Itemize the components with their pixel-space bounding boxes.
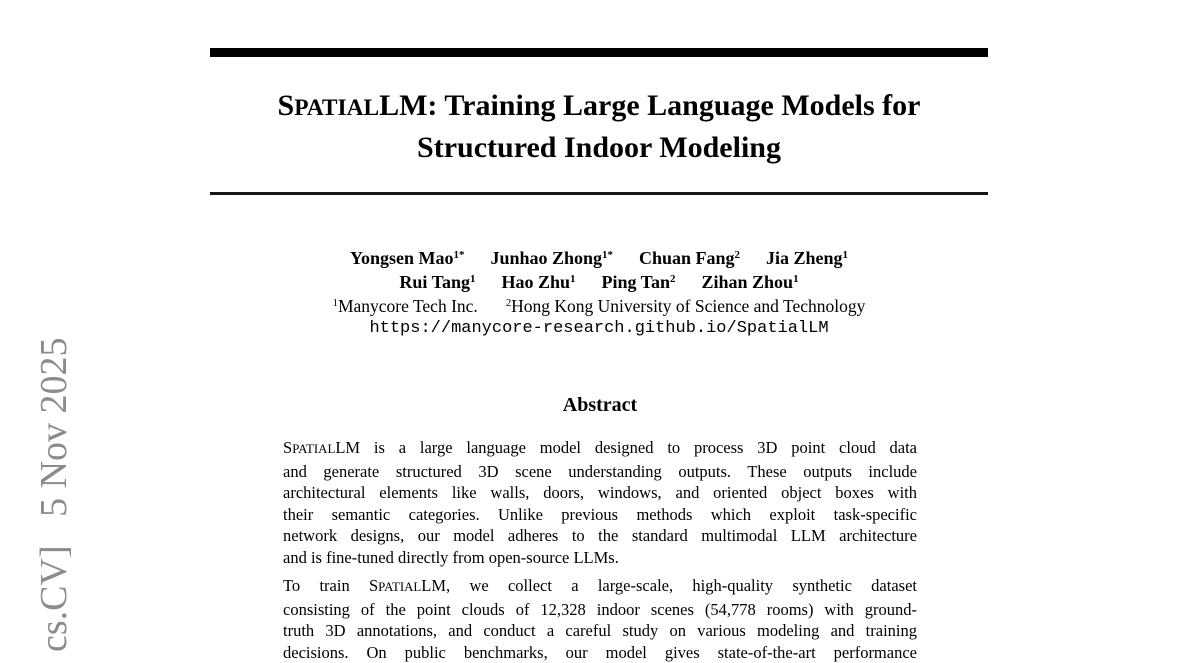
spatiallm-wordmark: SPATIALLM: [283, 438, 360, 457]
abstract-heading: Abstract: [283, 393, 917, 417]
author-name: Chuan Fang$^2$: [639, 246, 740, 270]
affiliation-list: [210, 295, 988, 318]
author-name: Ping Tan$^2$: [601, 270, 675, 294]
author-name: Yongsen Mao$^{1*}$: [350, 246, 464, 270]
affiliation-superscript: 2: [506, 297, 511, 309]
author-name: Rui Tang$^1$: [399, 270, 475, 294]
affiliation-item: $^2$Hong Kong University of Science and Technology: [506, 295, 866, 318]
author-affiliation-superscript: 1: [470, 273, 475, 285]
author-list-row-2: [210, 270, 988, 294]
abstract-line: network designs, our model adheres to the standard multimodal LLM architecture: [283, 525, 917, 547]
abstract-body: [283, 437, 917, 663]
abstract-line: SPATIALLM is a large language model designed to process 3D point cloud data: [283, 437, 917, 461]
author-name: Junhao Zhong$^{1*}$: [490, 246, 613, 270]
author-affiliation-superscript: 2: [670, 273, 675, 285]
abstract-line: To train SPATIALLM, we collect a large-scale, high-quality synthetic dataset: [283, 575, 917, 599]
paper-title: [210, 86, 988, 168]
author-affiliation-superscript: 1: [570, 273, 575, 285]
affiliation-superscript: 1: [333, 297, 338, 309]
author-affiliation-superscript: 1: [843, 249, 848, 261]
title-rule-top: [210, 48, 988, 57]
paper-title-line-1: SPATIALLM: Training Large Language Models for: [210, 86, 988, 128]
affiliation-item: $^1$Manycore Tech Inc.: [333, 295, 478, 318]
abstract-line: consisting of the point clouds of 12,328 indoor scenes (54,778 rooms) with ground-: [283, 599, 917, 621]
author-affiliation-superscript: 1*: [602, 249, 613, 261]
author-affiliation-superscript: 2: [735, 249, 740, 261]
abstract-line: truth 3D annotations, and conduct a careful study on various modeling and training: [283, 620, 917, 642]
arxiv-stamp-label: cs.CV] 5 Nov 2025: [32, 337, 76, 652]
spatiallm-wordmark: SPATIALLM: [278, 89, 428, 122]
author-list-row-1: [210, 246, 988, 270]
abstract-line: decisions. On public benchmarks, our model gives state-of-the-art performance: [283, 642, 917, 663]
author-affiliation-superscript: 1: [793, 273, 798, 285]
abstract-line: and is fine-tuned directly from open-source LLMs.: [283, 547, 917, 569]
project-link[interactable]: https://manycore-research.github.io/SpatialLM: [210, 318, 988, 340]
title-rule-bottom: [210, 192, 988, 195]
abstract-line: their semantic categories. Unlike previous methods which exploit task-specific: [283, 504, 917, 526]
abstract-line: and generate structured 3D scene understanding outputs. These outputs include: [283, 461, 917, 483]
abstract-paragraph: [283, 575, 917, 663]
abstract-paragraph: [283, 437, 917, 568]
author-name: Hao Zhu$^1$: [501, 270, 575, 294]
author-affiliation-superscript: 1*: [453, 249, 464, 261]
author-name: Jia Zheng$^1$: [766, 246, 848, 270]
abstract-line: architectural elements like walls, doors, windows, and oriented object boxes with: [283, 482, 917, 504]
spatiallm-wordmark: SPATIALLM: [369, 576, 446, 595]
author-name: Zihan Zhou$^1$: [702, 270, 799, 294]
paper-title-line-2: Structured Indoor Modeling: [210, 128, 988, 168]
